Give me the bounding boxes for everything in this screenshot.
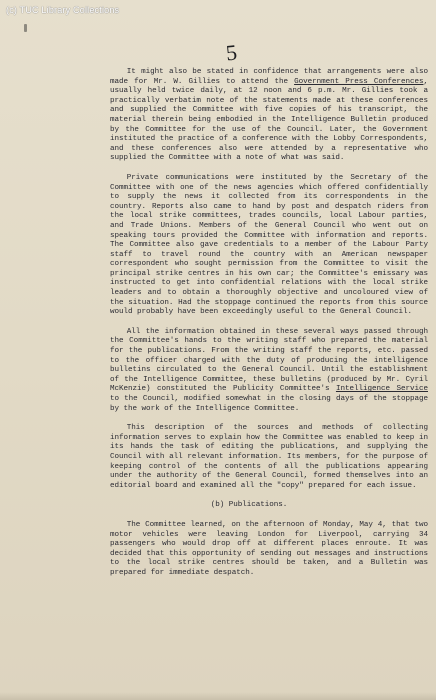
paragraph-text: It might also be stated in confidence that arrangements were also made for Mr. W. Gillies to attend the: [110, 68, 428, 86]
staple-mark: [24, 24, 27, 32]
document-body: [110, 68, 428, 589]
page-edge-shadow: [0, 692, 436, 700]
underlined-phrase: Government Press Conferences: [294, 77, 424, 86]
copyright-watermark: (c) TUC Library Collections: [6, 5, 120, 15]
paragraph-private-communications: Private communications were instituted by the Secretary of the Committee with one of the news agencies which offered confidentially to supply the news it collected from its correspondents in the country. Reports also came to hand by post and despatch riders from the local strike committees, trades councils, local Labour parties, and Trade Unions. Members of the General Council who went out on speaking tours provided the Committee with information and reports. The Committee also gave credentials to a member of the Labour Party staff to travel round the country with an American newspaper correspondent who sought permission from the Committee to visit the principal strike centres in his own car; the Committee's emissary was instructed to get into confidential relations with the local strike leaders and to obtain a thoroughly objective and uncoloured view of the situation. Had the stoppage continued the reports from this source would probably have been exceedingly useful to the General Council.: [110, 173, 428, 317]
paragraph-motor-vehicles: The Committee learned, on the afternoon of Monday, May 4, that two motor vehicles were leaving London for Liverpool, carrying 34 passengers who would drop off at different places enroute. It was decided that this opportunity of sending out messages and instructions to the local strike centres should be taken, and a Bulletin was prepared for immediate despatch.: [110, 520, 428, 577]
paragraph-text: , usually held twice daily, at 12 noon and 6 p.m. Mr. Gillies took a practically verbatim note of the statements made at these conferences and supplied the Committee with five copies of his transcript, the material therein being embodied in the Intelligence Bulletin produced by the Committee for the use of the Council. Later, the Government instituted the practice of a conference with the Lobby Correspondents, and these conferences also were attended by a representative who supplied the Committee with a note of what was said.: [110, 77, 428, 163]
section-heading: (b) Publications.: [210, 501, 288, 510]
paragraph-information-flow: [110, 328, 428, 414]
paragraph-text: All the information obtained in these several ways passed through the Committee's hands to the writing staff who prepared the material for the publications. From the writing staff the reports, etc. passed to the officer charged with the duty of producing the intelligence bulletins circulated to the General Council. Until the establishment of the Intelligence Committee, these bulletins (produced by Mr. Cyril McKenzie) constituted the Publicity Committee's: [110, 327, 428, 394]
underlined-phrase: Intelligence Service: [335, 385, 428, 394]
page-number: 5: [224, 39, 239, 66]
paragraph-text: to the Council, modified somewhat in the closing days of the stoppage by the work of the Intelligence Committee.: [110, 395, 428, 413]
paragraph-press-conferences: [110, 68, 428, 164]
paragraph-editorial-board: This description of the sources and methods of collecting information serves to explain how the Committee was enabled to keep in its hands the task of editing the publications, and supplying the Council with all relevant information. Its members, for the purpose of keeping control of the contents of all the publications appearing under the authority of the General Council, formed themselves into an editorial board and examined all the "copy" prepared for each issue.: [110, 424, 428, 490]
